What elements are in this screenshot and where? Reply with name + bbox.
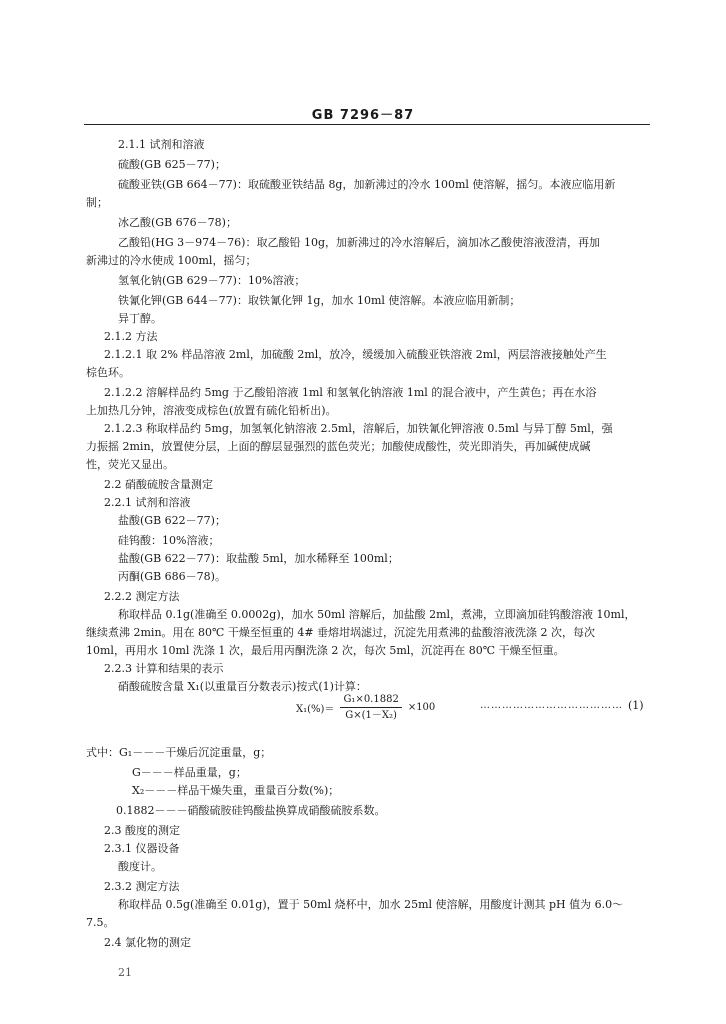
text-line: 棕色环。	[86, 366, 130, 379]
text-line: 称取样品 0.5g(准确至 0.01g)，置于 50ml 烧杯中，加水 25ml 使溶解，用酸度计测其 pH 值为 6.0～	[118, 898, 624, 911]
text-line: 乙酸铅(HG 3－974－76)：取乙酸铅 10g，加新沸过的冷水溶解后，滴加冰乙酸使溶液澄清，再加	[118, 236, 600, 249]
formula-1	[296, 693, 435, 722]
text-line: 异丁醇。	[118, 312, 162, 325]
text-line: 硝酸硫胺含量 X₁(以重量百分数表示)按式(1)计算：	[118, 680, 367, 693]
text-line: 2.3.1 仪器设备	[104, 842, 180, 855]
text-line: 2.2.1 试剂和溶液	[104, 496, 191, 509]
text-line: 2.1.2.3 称取样品约 5mg，加氢氧化钠溶液 2.5ml，溶解后，加铁氰化钾溶液 0.5ml 与异丁醇 5ml，强	[104, 422, 613, 435]
text-line: 2.1.1 试剂和溶液	[118, 138, 205, 151]
text-line: 2.3 酸度的测定	[104, 824, 180, 837]
text-line: G－－－样品重量，g；	[132, 766, 247, 779]
text-line: 7.5。	[86, 916, 115, 929]
text-line: 2.2 硝酸硫胺含量测定	[104, 478, 213, 491]
text-line: 式中：G₁－－－干燥后沉淀重量，g；	[86, 746, 272, 759]
text-line: 上加热几分钟，溶液变成棕色(放置有硫化铅析出)。	[86, 404, 337, 417]
text-line: 称取样品 0.1g(准确至 0.0002g)，加水 50ml 溶解后，加盐酸 2ml，煮沸，立即滴加硅钨酸溶液 10ml，	[118, 608, 636, 621]
formula-leader-dots: …………………………………	[480, 700, 623, 711]
text-line: 制；	[86, 196, 108, 209]
text-line: 丙酮(GB 686－78)。	[118, 570, 226, 583]
formula-numerator: G₁×0.1882	[340, 693, 401, 708]
text-line: 硫酸亚铁(GB 664－77)：取硫酸亚铁结晶 8g，加新沸过的冷水 100ml 使溶解，摇匀。本液应临用新	[118, 178, 616, 191]
text-line: 硫酸(GB 625－77)；	[118, 158, 226, 171]
header-rule	[84, 124, 650, 125]
formula-number: (1)	[628, 699, 644, 712]
text-line: 2.1.2 方法	[104, 330, 158, 343]
text-line: 铁氰化钾(GB 644－77)：取铁氰化钾 1g，加水 10ml 使溶解。本液应临用新制；	[118, 294, 521, 307]
text-line: 冰乙酸(GB 676－78)；	[118, 216, 237, 229]
formula-lhs: X₁(%)＝	[296, 704, 335, 715]
formula-denominator: G×(1－X₂)	[345, 710, 397, 721]
text-line: 0.1882－－－硝酸硫胺硅钨酸盐换算成硝酸硫胺系数。	[116, 804, 386, 817]
formula-rhs: ×100	[407, 702, 436, 713]
text-line: 氢氧化钠(GB 629－77)：10%溶液；	[118, 274, 306, 287]
text-line: 2.3.2 测定方法	[104, 880, 180, 893]
text-line: 盐酸(GB 622－77)：取盐酸 5ml，加水稀释至 100ml；	[118, 552, 399, 565]
formula-fraction	[340, 693, 401, 722]
standard-code-header: GB 7296－87	[311, 108, 415, 123]
text-line: 2.2.3 计算和结果的表示	[104, 662, 224, 675]
text-line: X₂－－－样品干燥失重，重量百分数(%)；	[132, 784, 340, 797]
text-line: 性，荧光又显出。	[86, 458, 174, 471]
text-line: 力振摇 2min，放置使分层，上面的醇层显强烈的蓝色荧光；加酸使成酸性，荧光即消失，再加碱使成碱	[86, 440, 591, 453]
text-line: 2.1.2.2 溶解样品约 5mg 于乙酸铅溶液 1ml 和氢氧化钠溶液 1ml 的混合液中，产生黄色；再在水浴	[104, 386, 597, 399]
text-line: 2.4 氯化物的测定	[104, 936, 191, 949]
text-line: 酸度计。	[118, 860, 162, 873]
text-line: 2.2.2 测定方法	[104, 590, 180, 603]
page-number: 21	[118, 966, 132, 979]
text-line: 继续煮沸 2min。用在 80℃ 干燥至恒重的 4# 垂熔坩埚滤过，沉淀先用煮沸的盐酸溶液洗涤 2 次，每次	[86, 626, 596, 639]
text-line: 盐酸(GB 622－77)；	[118, 514, 226, 527]
text-line: 新沸过的冷水使成 100ml，摇匀；	[86, 254, 257, 267]
text-line: 10ml，再用水 10ml 洗涤 1 次，最后用丙酮洗涤 2 次，每次 5ml，沉淀再在 80℃ 干燥至恒重。	[86, 644, 565, 657]
text-line: 2.1.2.1 取 2% 样品溶液 2ml，加硫酸 2ml，放冷，缓缓加入硫酸亚铁溶液 2ml，两层溶液接触处产生	[104, 348, 607, 361]
text-line: 硅钨酸：10%溶液；	[118, 534, 220, 547]
